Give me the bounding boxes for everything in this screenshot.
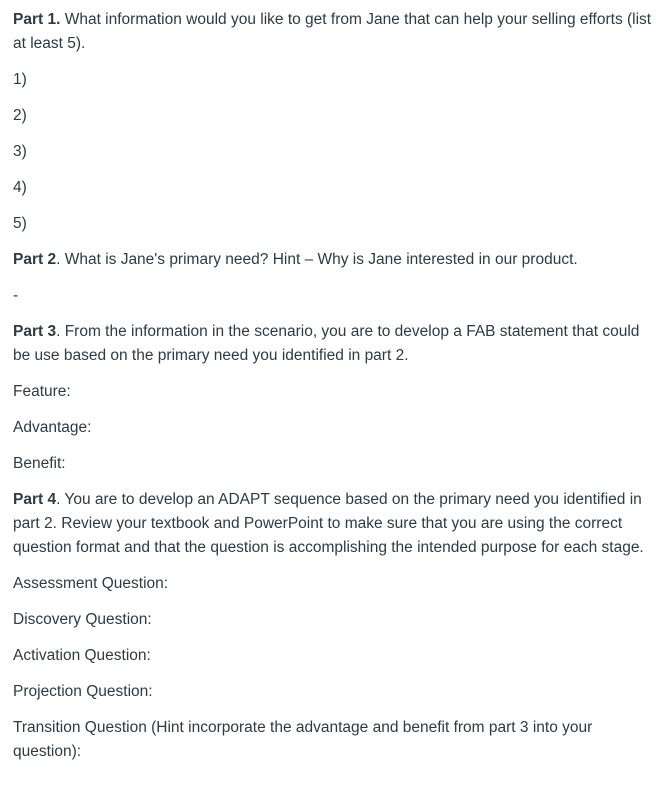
part2-answer: - [13, 287, 19, 304]
part1-item-1: 1) [13, 71, 27, 88]
part3-text: . From the information in the scenario, you are to develop a FAB statement that could be use based on the primary need you identified in part 2. [13, 323, 640, 364]
part4-text: . You are to develop an ADAPT sequence based on the primary need you identified in part 2. Review your textbook and PowerPoint to make sure that you are using the correct question format and that the question is accomplishing the intended purpose for each stage. [13, 491, 644, 556]
part1-item-4: 4) [13, 179, 27, 196]
part2-text: . What is Jane's primary need? Hint – Why is Jane interested in our product. [56, 251, 578, 268]
part4-label: Part 4 [13, 491, 57, 508]
part4-assessment-question: Assessment Question: [13, 575, 169, 592]
part1-item-2: 2) [13, 107, 27, 124]
part2-label: Part 2 [13, 251, 57, 268]
part1-text: What information would you like to get from Jane that can help your selling efforts (list at least 5). [13, 11, 652, 52]
part4-projection-question: Projection Question: [13, 683, 153, 700]
part3-prompt [13, 320, 656, 368]
part1-prompt [13, 8, 656, 56]
part4-transition-question: Transition Question (Hint incorporate the advantage and benefit from part 3 into your question): [13, 719, 593, 760]
part3-advantage: Advantage: [13, 419, 92, 436]
part4-activation-question: Activation Question: [13, 647, 151, 664]
part3-label: Part 3 [13, 323, 57, 340]
part4-prompt [13, 488, 656, 560]
part1-label: Part 1. [13, 11, 61, 28]
part4-discovery-question: Discovery Question: [13, 611, 152, 628]
part1-item-3: 3) [13, 143, 27, 160]
part3-feature: Feature: [13, 383, 71, 400]
part2-prompt [13, 248, 656, 272]
part3-benefit: Benefit: [13, 455, 66, 472]
part1-item-5: 5) [13, 215, 27, 232]
